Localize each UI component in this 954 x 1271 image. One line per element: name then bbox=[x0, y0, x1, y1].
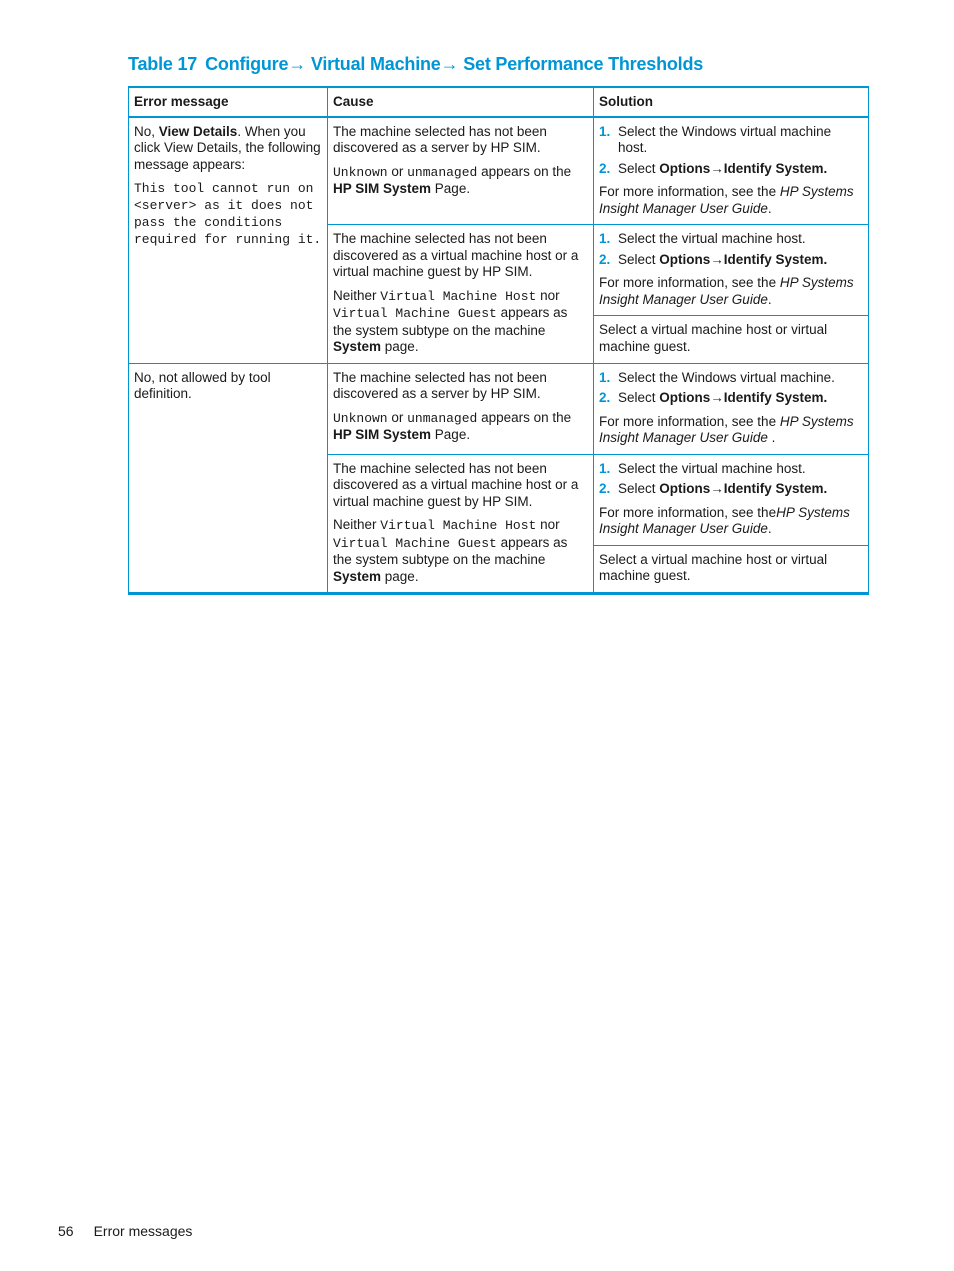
cause-appears: appears as the system subtype on the machine bbox=[333, 534, 568, 567]
menu-path: Options→Identify System. bbox=[659, 481, 828, 496]
cause-neither: Neither bbox=[333, 517, 381, 532]
guide-title: HP Systems Insight Manager User Guide bbox=[599, 413, 854, 445]
error-text: No, not allowed by tool definition. bbox=[134, 369, 271, 401]
guide-title: HP Systems Insight Manager User Guide bbox=[599, 184, 854, 216]
view-details-label: View Details bbox=[158, 123, 238, 139]
solution-steps bbox=[599, 461, 863, 498]
step-number: 2. bbox=[599, 481, 611, 496]
system-label: System bbox=[333, 339, 382, 354]
more-info-pre: For more information, see the bbox=[599, 184, 780, 199]
solution-step bbox=[599, 390, 863, 407]
code-unmanaged: unmanaged bbox=[407, 410, 478, 426]
table-number: Table 17 bbox=[128, 54, 198, 74]
cause-nor: nor bbox=[536, 517, 560, 532]
cause-or: or bbox=[387, 409, 408, 425]
cause-appears: appears on the bbox=[477, 163, 572, 179]
cause-neither: Neither bbox=[333, 287, 381, 303]
step-number: 2. bbox=[599, 390, 611, 405]
more-info bbox=[599, 275, 863, 308]
cause-nor: nor bbox=[536, 287, 560, 303]
cause-end: Page. bbox=[431, 427, 471, 442]
system-label: System bbox=[333, 568, 382, 584]
solution-step bbox=[599, 252, 863, 269]
step-number: 2. bbox=[599, 160, 611, 176]
cause-or: or bbox=[387, 163, 408, 179]
header-cause: Cause bbox=[328, 87, 594, 117]
cause-text: The machine selected has not been discovered as a server by HP SIM. bbox=[333, 369, 547, 401]
cause-text: The machine selected has not been discovered as a virtual machine host or a virtual machine guest by HP SIM. bbox=[333, 460, 579, 509]
table-row bbox=[129, 363, 869, 454]
solution-step bbox=[599, 481, 863, 498]
solution-cell bbox=[594, 117, 869, 225]
menu-path: Options→Identify System. bbox=[659, 251, 828, 267]
more-info-pre: For more information, see the bbox=[599, 413, 780, 429]
step-text: Select bbox=[618, 251, 660, 267]
header-solution: Solution bbox=[594, 87, 869, 117]
step-text: Select bbox=[618, 390, 660, 405]
more-info-end: . bbox=[767, 291, 772, 307]
step-number: 1. bbox=[599, 231, 611, 246]
solution-cell bbox=[594, 363, 869, 454]
solution-cell bbox=[594, 225, 869, 316]
cause-cell bbox=[328, 363, 594, 454]
solution-cell bbox=[594, 454, 869, 545]
step-text: Select the Windows virtual machine host. bbox=[618, 123, 832, 155]
error-text-post: . When you click View Details, the following message appears: bbox=[134, 123, 321, 172]
cause-end: Page. bbox=[431, 181, 471, 196]
more-info-pre: For more information, see the bbox=[599, 504, 777, 520]
menu-path: Options→Identify System. bbox=[659, 160, 828, 176]
cause-end: page. bbox=[381, 568, 419, 584]
cause-detail bbox=[333, 164, 588, 198]
more-info-end: . bbox=[767, 200, 772, 216]
cause-detail bbox=[333, 517, 588, 585]
menu-path: Options→Identify System. bbox=[659, 390, 828, 405]
guide-title: HP Systems Insight Manager User Guide bbox=[599, 275, 854, 307]
more-info-end: . bbox=[767, 521, 772, 536]
hp-sim-system-label: HP SIM System bbox=[333, 427, 432, 442]
step-number: 2. bbox=[599, 251, 611, 267]
step-number: 1. bbox=[599, 460, 611, 476]
solution-steps bbox=[599, 124, 863, 178]
hp-sim-system-label: HP SIM System bbox=[333, 181, 432, 196]
solution-step bbox=[599, 161, 863, 178]
step-number: 1. bbox=[599, 123, 611, 139]
solution-cell bbox=[594, 545, 869, 593]
cause-text: The machine selected has not been discovered as a server by HP SIM. bbox=[333, 123, 547, 155]
step-text: Select the Windows virtual machine. bbox=[618, 369, 835, 385]
code-unknown: Unknown bbox=[333, 410, 388, 426]
table-header-row bbox=[129, 87, 869, 117]
step-number: 1. bbox=[599, 369, 611, 385]
solution-steps bbox=[599, 370, 863, 407]
code-vm-guest: Virtual Machine Guest bbox=[333, 306, 497, 321]
more-info bbox=[599, 505, 863, 538]
cause-text: The machine selected has not been discovered as a virtual machine host or a virtual machine guest by HP SIM. bbox=[333, 231, 579, 279]
solution-text: Select a virtual machine host or virtual machine guest. bbox=[599, 322, 828, 354]
header-error-message: Error message bbox=[129, 87, 328, 117]
cause-detail bbox=[333, 288, 588, 356]
more-info-pre: For more information, see the bbox=[599, 275, 780, 290]
more-info bbox=[599, 414, 863, 447]
footer-section: Error messages bbox=[93, 1223, 193, 1239]
code-unmanaged: unmanaged bbox=[407, 164, 478, 180]
error-table bbox=[128, 86, 869, 595]
page-footer bbox=[58, 1223, 192, 1239]
cause-detail bbox=[333, 410, 588, 444]
code-vm-host: Virtual Machine Host bbox=[380, 288, 537, 304]
code-vm-guest: Virtual Machine Guest bbox=[333, 535, 497, 551]
cause-cell bbox=[328, 117, 594, 225]
code-unknown: Unknown bbox=[333, 164, 388, 180]
solution-step bbox=[599, 231, 863, 248]
code-vm-host: Virtual Machine Host bbox=[380, 518, 537, 533]
step-text: Select the virtual machine host. bbox=[618, 231, 806, 246]
error-text-pre: No, bbox=[134, 123, 159, 139]
table-row bbox=[129, 117, 869, 225]
cause-cell bbox=[328, 454, 594, 594]
page-number: 56 bbox=[58, 1223, 74, 1239]
table-title: Configure→ Virtual Machine→ Set Performance Thresholds bbox=[205, 54, 704, 74]
more-info-end: . bbox=[767, 430, 776, 445]
solution-text: Select a virtual machine host or virtual machine guest. bbox=[599, 551, 828, 584]
step-text: Select bbox=[618, 160, 660, 176]
error-cell bbox=[129, 117, 328, 364]
error-code-message: This tool cannot run on <server> as it does not pass the conditions required for running it. bbox=[134, 181, 322, 247]
solution-steps bbox=[599, 231, 863, 268]
guide-title: HP Systems Insight Manager User Guide bbox=[599, 504, 850, 536]
cause-appears: appears on the bbox=[477, 409, 572, 425]
cause-end: page. bbox=[381, 339, 419, 354]
error-text bbox=[134, 124, 322, 174]
solution-step bbox=[599, 370, 863, 387]
solution-cell bbox=[594, 316, 869, 363]
more-info bbox=[599, 184, 863, 217]
step-text: Select the virtual machine host. bbox=[618, 460, 806, 476]
solution-step bbox=[599, 461, 863, 478]
cause-appears: appears as the system subtype on the machine bbox=[333, 305, 568, 338]
solution-step bbox=[599, 124, 863, 157]
table-caption bbox=[128, 54, 703, 75]
error-cell bbox=[129, 363, 328, 594]
step-text: Select bbox=[618, 481, 660, 496]
cause-cell bbox=[328, 225, 594, 364]
